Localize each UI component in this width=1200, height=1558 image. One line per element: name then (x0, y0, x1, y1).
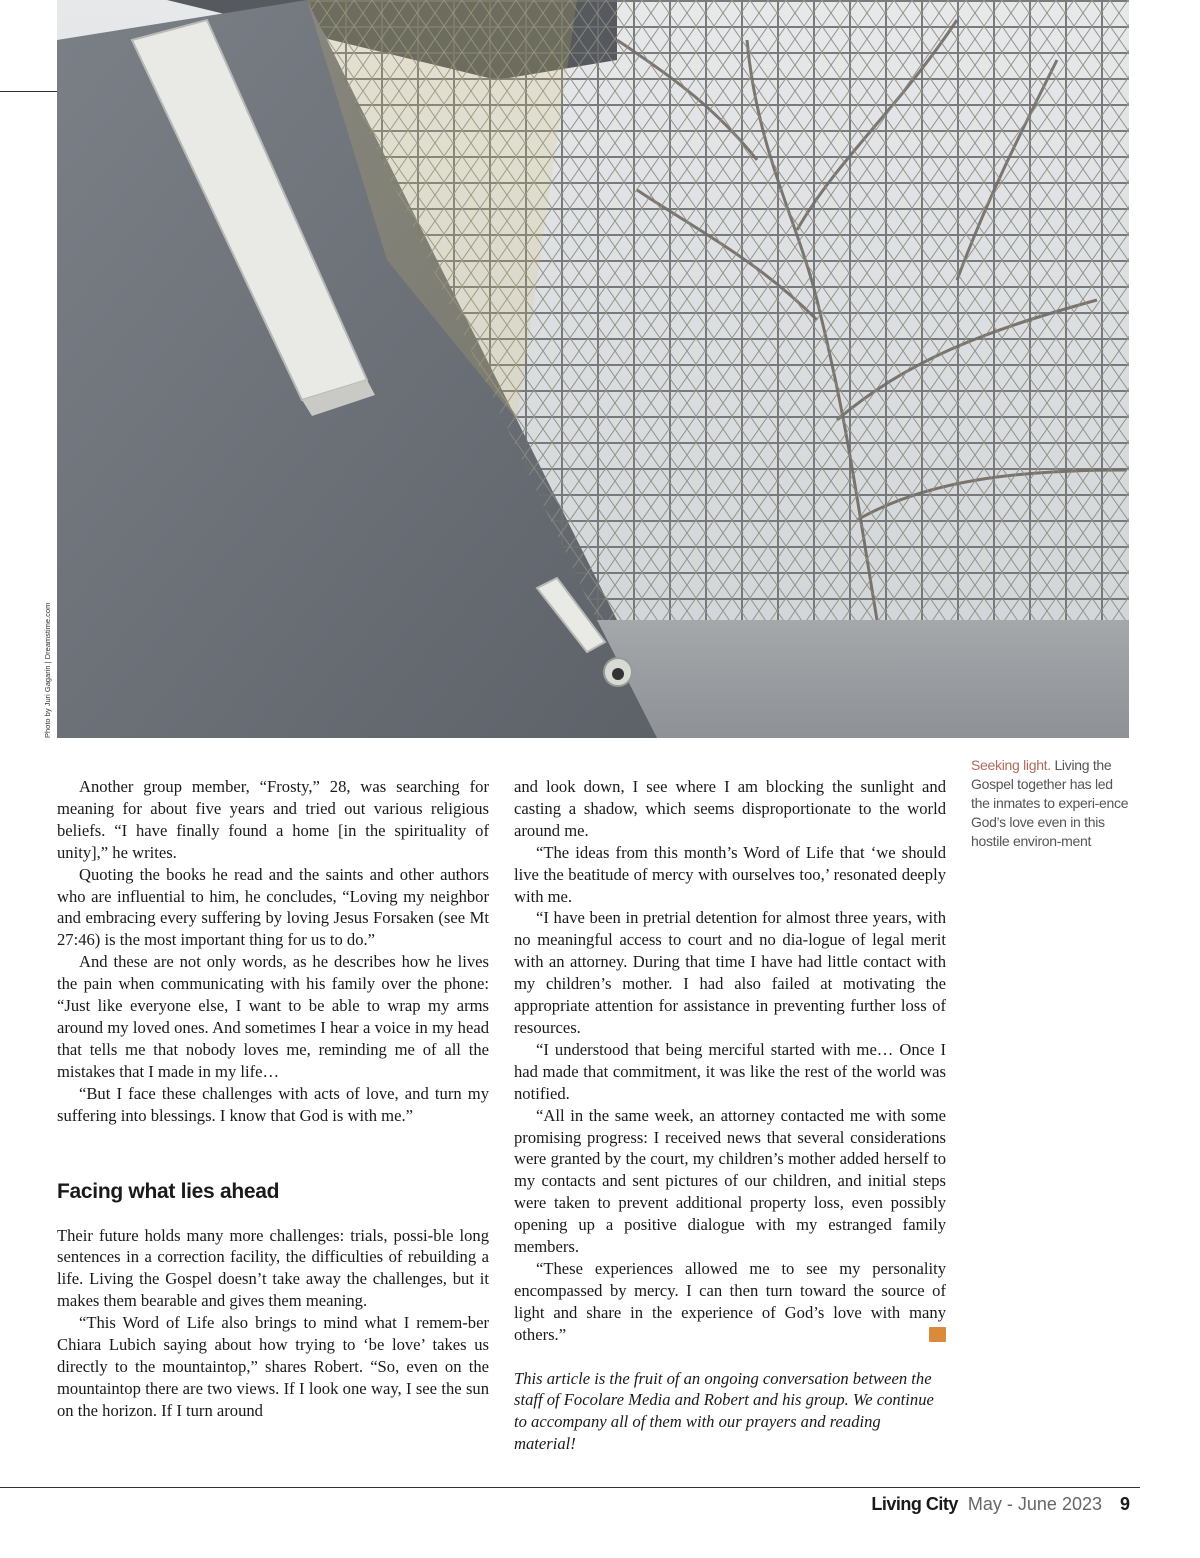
top-left-rule (0, 91, 57, 92)
body-paragraph: “But I face these challenges with acts of love, and turn my suffering into blessings. I know that God is with me.” (57, 1083, 489, 1125)
section-heading: Facing what lies ahead (57, 1179, 280, 1203)
magazine-brand: Living City (871, 1494, 958, 1514)
footer-rule (0, 1487, 1140, 1488)
body-paragraph: “The ideas from this month’s Word of Life that ‘we should live the beatitude of mercy with ourselves too,’ resonated deeply with me. (514, 842, 946, 906)
issue-date: May - June 2023 (967, 1494, 1102, 1514)
photo-credit: Photo by Juri Gagarin | Dreamstime.com (43, 602, 52, 738)
caption-lead: Seeking light. (971, 757, 1051, 773)
body-paragraph (514, 1258, 965, 1346)
end-mark-logo-icon: LC (929, 1327, 946, 1342)
left-column (57, 776, 489, 1422)
middle-column (514, 776, 965, 1455)
caption-text: Living the Gospel together has led the inmates to experi-ence God’s love even in this hostile environ-ment (971, 757, 1129, 849)
body-paragraph: “All in the same week, an attorney contacted me with some promising progress: I received news that several considerations were granted by the court, my children’s mother added herself to my contacts and sent pictures of our children, and initial steps were taken to prevent additional property loss, even possibly opening up a positive dialogue with my estranged family members. (514, 1105, 946, 1257)
photo-caption (971, 756, 1133, 851)
author-note: This article is the fruit of an ongoing conversation between the staff of Focolare Media and Robert and his group. We continue to accompany all of them with our prayers and reading material! (514, 1368, 934, 1454)
prison-ceiling-grate-image (57, 0, 1129, 738)
body-paragraph-text: “These experiences allowed me to see my personality encompassed by mercy. I can then turn toward the source of light and share in the experience of God’s love with many others.” (514, 1258, 946, 1344)
body-paragraph: Their future holds many more challenges: trials, possi-ble long sentences in a correction facility, the difficulties of rebuilding a life. Living the Gospel doesn’t take away the challenges, but it makes them bearable and gives them meaning. (57, 1225, 489, 1311)
body-paragraph: “This Word of Life also brings to mind what I remem-ber Chiara Lubich saying about how trying to ‘be love’ takes us directly to the mountaintop,” shares Robert. “So, even on the mountaintop there are two views. If I look one way, I see the sun on the horizon. If I turn around (57, 1313, 489, 1420)
body-paragraph: And these are not only words, as he describes how he lives the pain when communicating with his family over the phone: “Just like everyone else, I want to be able to wrap my arms around my loved ones. And sometimes I hear a voice in my head that tells me that nobody loves me, reminding me of all the mistakes that I made in my life… (57, 952, 489, 1081)
body-paragraph: and look down, I see where I am blocking the sunlight and casting a shadow, which seems disproportionate to the world around me. (514, 777, 946, 840)
page-number: 9 (1119, 1494, 1130, 1514)
photo-illustration (57, 0, 1129, 738)
body-paragraph: “I understood that being merciful started with me… Once I had made that commitment, it was like the rest of the world was notified. (514, 1039, 946, 1103)
page-footer (871, 1494, 1130, 1515)
body-paragraph: Another group member, “Frosty,” 28, was searching for meaning for about five years and tried out various religious beliefs. “I have finally found a home [in the spirituality of unity],” he writes. (57, 777, 489, 862)
body-paragraph: Quoting the books he read and the saints and other authors who are influential to him, he concludes, “Loving my neighbor and embracing every suffering by loving Jesus Forsaken (see Mt 27:46) is the most important thing for us to do.” (57, 864, 489, 950)
body-paragraph: “I have been in pretrial detention for almost three years, with no meaningful access to court and no dia-logue of legal merit with an attorney. During that time I have had little contact with my children’s mother. I had also failed at motivating the appropriate attention for assistance in preventing further loss of resources. (514, 908, 946, 1037)
